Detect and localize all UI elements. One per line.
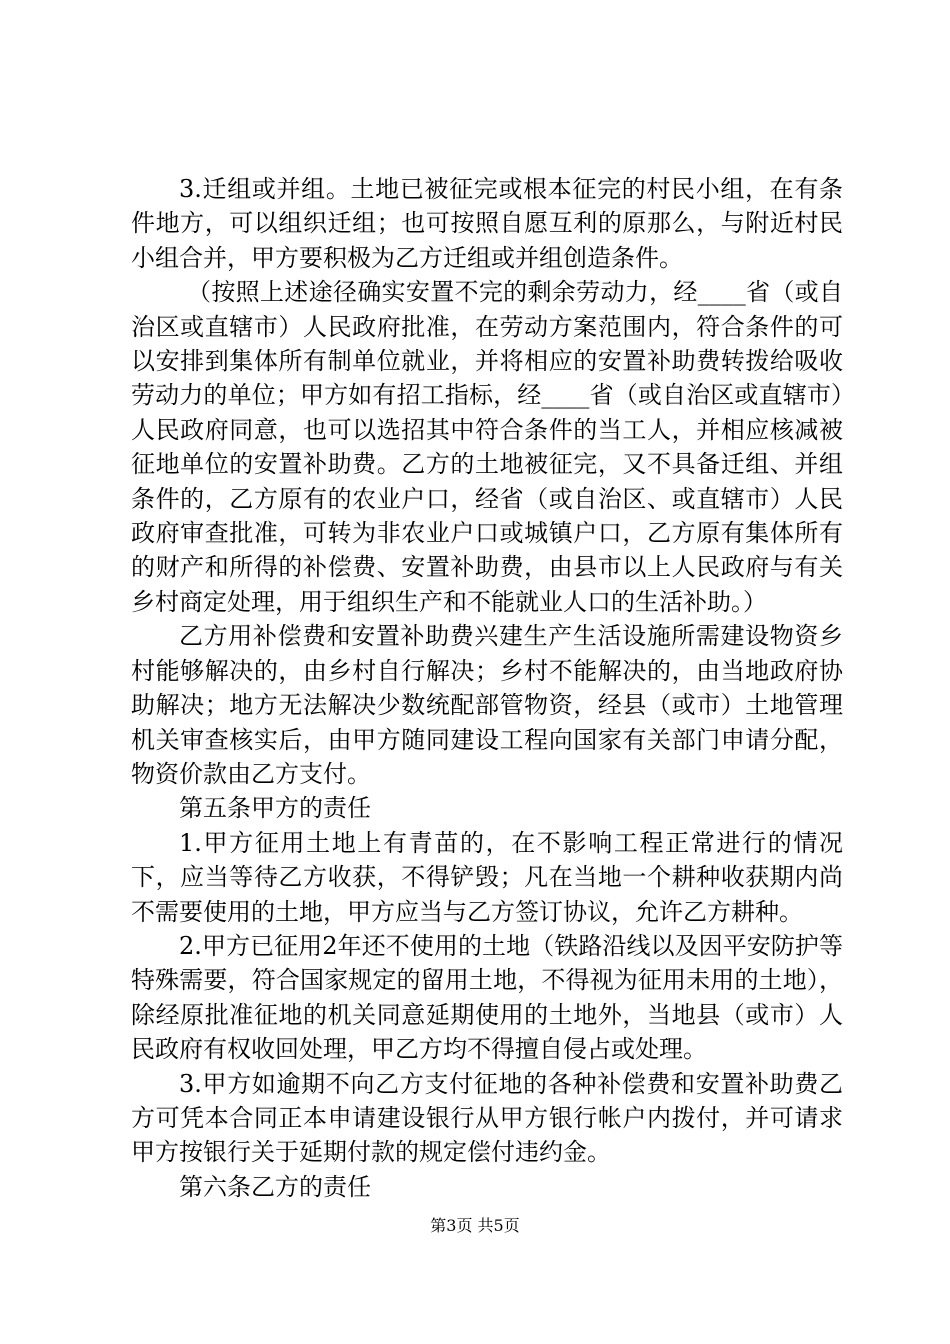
section-heading-article-5: 第五条甲方的责任 xyxy=(179,794,371,823)
paragraph-article-5-item-1: 1.甲方征用土地上有青苗的，在不影响工程正常进行的情况下，应当等待乙方收获，不得铲毁；凡在当地一个耕种收获期内尚不需要使用的土地，甲方应当与乙方签订协议，允许乙方耕种。 xyxy=(131,828,843,926)
document-body xyxy=(131,172,843,1204)
page-number-label: 第3页 共5页 xyxy=(430,1216,520,1235)
paragraph-article-5-item-2: 2.甲方已征用2年还不使用的土地（铁路沿线以及因平安防护等特殊需要，符合国家规定的留用土地，不得视为征用未用的土地），除经原批准征地的机关同意延期使用的土地外，当地县（或市）人民政府有权收回处理，甲乙方均不得擅自侵占或处理。 xyxy=(131,931,843,1064)
paragraph-article-5-item-3: 3.甲方如逾期不向乙方支付征地的各种补偿费和安置补助费乙方可凭本合同正本申请建设银行从甲方银行帐户内拨付，并可请求甲方按银行关于延期付款的规定偿付违约金。 xyxy=(131,1069,843,1167)
paragraph-materials: 乙方用补偿费和安置补助费兴建生产生活设施所需建设物资乡村能够解决的，由乡村自行解决；乡村不能解决的，由当地政府协助解决；地方无法解决少数统配部管物资，经县（或市）土地管理机关审查核实后，由甲方随同建设工程向国家有关部门申请分配，物资价款由乙方支付。 xyxy=(131,622,843,788)
paragraph-migration: 3.迁组或并组。土地已被征完或根本征完的村民小组，在有条件地方，可以组织迁组；也可按照自愿互利的原那么，与附近村民小组合并，甲方要积极为乙方迁组或并组创造条件。 xyxy=(131,175,843,272)
section-heading-article-6: 第六条乙方的责任 xyxy=(179,1172,371,1201)
paragraph-labor-placement: （按照上述途径确实安置不完的剩余劳动力，经____省（或自治区或直辖市）人民政府批准，在劳动方案范围内，符合条件的可以安排到集体所有制单位就业，并将相应的安置补助费转拨给吸收劳动力的单位；甲方如有招工指标，经____省（或自治区或直辖市）人民政府同意，也可以选招其中符合条件的当工人，并相应核减被征地单位的安置补助费。乙方的土地被征完，又不具备迁组、并组条件的，乙方原有的农业户口，经省（或自治区、或直辖市）人民政府审查批准，可转为非农业户口或城镇户口，乙方原有集体所有的财产和所得的补偿费、安置补助费，由县市以上人民政府与有关乡村商定处理，用于组织生产和不能就业人口的生活补助。） xyxy=(131,278,843,616)
page-footer xyxy=(0,1216,950,1236)
